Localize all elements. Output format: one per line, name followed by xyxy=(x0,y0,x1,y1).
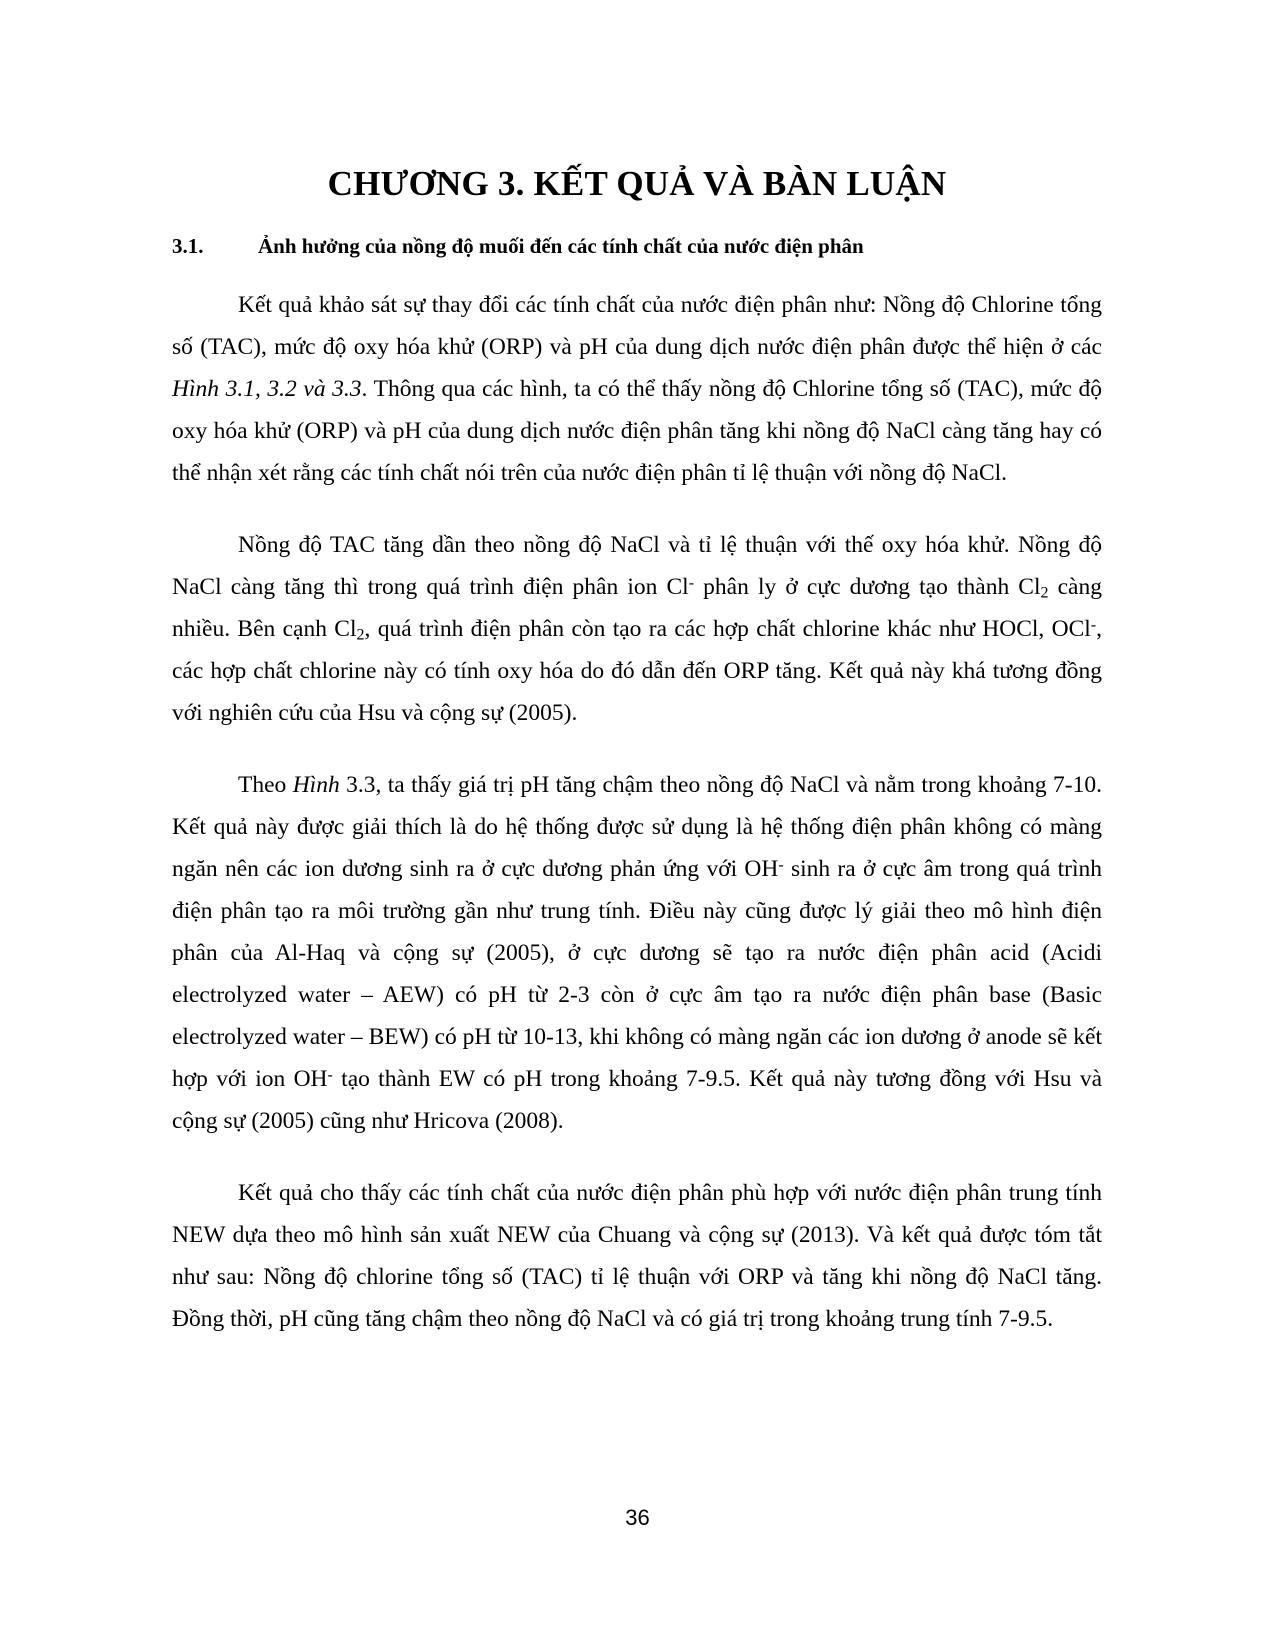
paragraph-1-text-b: . Thông qua các hình, ta có thể thấy nồng độ Chlorine tổng số (TAC), mức độ oxy hóa khử (ORP) và pH của dung dịch nước điện phân tăng khi nồng độ NaCl càng tăng hay có thể nhận xét rằng các tính chất nói trên của nước điện phân tỉ lệ thuận với nồng độ NaCl. xyxy=(172,376,1102,487)
paragraph-1-text-a: Kết quả khảo sát sự thay đổi các tính chất của nước điện phân như: Nồng độ Chlorine tổng số (TAC), mức độ oxy hóa khử (ORP) và pH của dung dịch nước điện phân được thể hiện ở các xyxy=(172,292,1102,361)
chapter-title: CHƯƠNG 3. KẾT QUẢ VÀ BÀN LUẬN xyxy=(327,164,947,203)
paragraph-3-text-a: Theo xyxy=(238,772,293,799)
hypochlorite-ion-charge: - xyxy=(1090,616,1097,634)
paragraph-2-text-d: , quá trình điện phân còn tạo ra các hợp chất chlorine khác như HOCl, OCl xyxy=(364,616,1091,643)
paragraph-3-text-c: sinh ra ở cực âm trong quá trình điện phân tạo ra môi trường gần như trung tính. Điều này cũng được lý giải theo mô hình điện phân của Al-Haq và cộng sự (2005), ở cực dương sẽ tạo ra nước điện phân acid (Acidi electrolyzed water – AEW) có pH từ 2-3 còn ở cực âm tạo ra nước điện phân base (Basic electrolyzed water – BEW) có pH từ 10-13, khi không có màng ngăn các ion dương ở anode sẽ kết hợp với ion OH xyxy=(172,856,1102,1093)
hydroxide-ion-charge-2: - xyxy=(327,1066,333,1084)
paragraph-1 xyxy=(172,260,1102,494)
chlorine-gas-subscript-1: 2 xyxy=(1040,584,1049,602)
paragraph-2 xyxy=(172,494,1102,734)
paragraph-2-text-c: càng nhiều. Bên cạnh Cl xyxy=(172,574,1102,643)
page-number: 36 xyxy=(625,1505,650,1530)
chloride-ion-charge-1: - xyxy=(688,574,695,592)
section-heading xyxy=(172,232,1102,260)
chlorine-gas-subscript-2: 2 xyxy=(356,626,365,644)
paragraph-2-text-a: Nồng độ TAC tăng dần theo nồng độ NaCl và tỉ lệ thuận với thế oxy hóa khử. Nồng độ NaCl càng tăng thì trong quá trình điện phân ion Cl xyxy=(172,532,1102,601)
figure-reference-1: Hình 3.1, 3.2 và 3.3 xyxy=(172,376,362,403)
page-content xyxy=(172,150,1102,1340)
paragraph-3 xyxy=(172,734,1102,1142)
paragraph-4: Kết quả cho thấy các tính chất của nước điện phân phù hợp với nước điện phân trung tính NEW dựa theo mô hình sản xuất NEW của Chuang và cộng sự (2013). Và kết quả được tóm tắt như sau: Nồng độ chlorine tổng số (TAC) tỉ lệ thuận với ORP và tăng khi nồng độ NaCl tăng. Đồng thời, pH cũng tăng chậm theo nồng độ NaCl và có giá trị trong khoảng trung tính 7-9.5. xyxy=(172,1180,1102,1333)
section-number: 3.1. xyxy=(172,233,204,258)
paragraph-3-text-d: tạo thành EW có pH trong khoảng 7-9.5. Kết quả này tương đồng với Hsu và cộng sự (2005) cũng như Hricova (2008). xyxy=(172,1066,1103,1135)
hydroxide-ion-charge-1: - xyxy=(778,856,784,874)
paragraph-3-text-b: 3.3, ta thấy giá trị pH tăng chậm theo nồng độ NaCl và nằm trong khoảng 7-10. Kết quả này được giải thích là do hệ thống được sử dụng là hệ thống điện phân không có màng ngăn nên các ion dương sinh ra ở cực dương phản ứng với OH xyxy=(172,772,1102,883)
paragraph-2-text-e: , các hợp chất chlorine này có tính oxy hóa do đó dẫn đến ORP tăng. Kết quả này khá tương đồng với nghiên cứu của Hsu và cộng sự (2005). xyxy=(172,616,1102,727)
figure-reference-2: Hình xyxy=(292,772,340,799)
section-title: Ảnh hưởng của nồng độ muối đến các tính chất của nước điện phân xyxy=(258,233,864,258)
paragraph-2-text-b: phân ly ở cực dương tạo thành Cl xyxy=(694,574,1041,601)
